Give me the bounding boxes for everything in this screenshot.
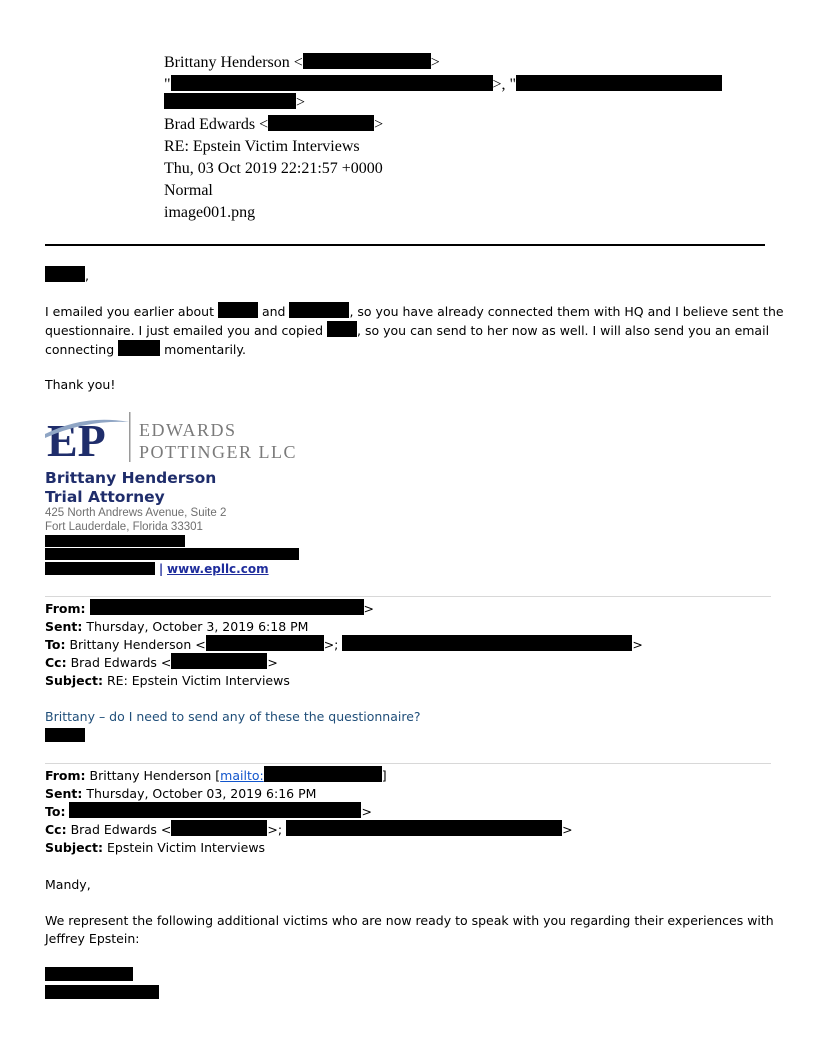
subject-label: Subject: xyxy=(45,840,103,855)
redaction xyxy=(45,967,133,981)
body-line-1 xyxy=(45,302,784,321)
message-divider xyxy=(45,596,771,597)
cc-name: Brad Edwards xyxy=(70,655,157,670)
redaction xyxy=(45,548,299,560)
body-text: and xyxy=(261,304,286,319)
msg3-body-line-1: We represent the following additional victims who are now ready to speak with you regarding their experiences with xyxy=(45,913,774,928)
to-label: To: xyxy=(45,637,66,652)
logo-line1: EDWARDS xyxy=(139,420,237,440)
to-label: To: xyxy=(45,804,66,819)
redaction xyxy=(289,302,349,318)
redaction xyxy=(327,321,357,337)
msg3-greeting: Mandy, xyxy=(45,877,91,892)
redaction xyxy=(45,562,155,575)
inline-images-value: image001.png xyxy=(164,204,256,221)
body-text: I emailed you earlier about xyxy=(45,304,214,319)
msg3-to: To: > xyxy=(45,804,372,819)
subject-value: RE: Epstein Victim Interviews xyxy=(164,138,360,155)
body-text: momentarily. xyxy=(164,342,246,357)
redaction xyxy=(45,266,85,282)
date-value: Thu, 03 Oct 2019 22:21:57 +0000 xyxy=(164,160,383,177)
msg2-sent xyxy=(45,617,308,636)
redaction xyxy=(45,985,159,999)
mailto-link[interactable]: mailto: xyxy=(220,768,264,783)
body-text: questionnaire. I just emailed you and copied xyxy=(45,323,324,338)
redaction xyxy=(286,820,562,836)
signature-name: Brittany Henderson xyxy=(45,469,217,487)
salutation: , xyxy=(45,266,89,285)
signature-address-2: Fort Lauderdale, Florida 33301 xyxy=(45,521,203,533)
from-label: From: xyxy=(45,601,86,616)
msg2-subject xyxy=(45,671,290,690)
redaction xyxy=(90,599,364,615)
redaction xyxy=(45,728,85,742)
body-text: , so you can send to her now as well. I will also send you an email xyxy=(357,323,770,338)
msg3-from: From: Brittany Henderson [mailto: ] xyxy=(45,768,387,783)
body-line-2 xyxy=(45,321,769,340)
sent-value: Thursday, October 3, 2019 6:18 PM xyxy=(86,619,309,634)
msg2-to: To: Brittany Henderson < >; > xyxy=(45,637,643,652)
msg2-cc: Cc: Brad Edwards < > xyxy=(45,655,278,670)
header-divider xyxy=(45,244,765,246)
redaction xyxy=(342,635,632,651)
body-text: , so you have already connected them with HQ and I believe sent the xyxy=(349,304,784,319)
redaction xyxy=(45,535,185,547)
redaction xyxy=(264,766,382,782)
logo-divider xyxy=(129,412,131,462)
msg2-from: From: > xyxy=(45,601,374,616)
subject-value: RE: Epstein Victim Interviews xyxy=(106,673,290,688)
redaction xyxy=(218,302,258,318)
subject-label: Subject: xyxy=(45,673,103,688)
msg3-cc: Cc: Brad Edwards < >; > xyxy=(45,822,573,837)
signature-title: Trial Attorney xyxy=(45,488,165,506)
signature-address-1: 425 North Andrews Avenue, Suite 2 xyxy=(45,507,227,519)
redaction xyxy=(171,820,267,836)
from-name: Brittany Henderson xyxy=(164,54,290,71)
body-line-3 xyxy=(45,340,246,359)
msg2-body: Brittany – do I need to send any of these the questionnaire? xyxy=(45,709,421,724)
website-link[interactable]: www.epllc.com xyxy=(167,562,269,576)
sent-value: Thursday, October 03, 2019 6:16 PM xyxy=(86,786,317,801)
msg3-subject xyxy=(45,838,265,857)
edwards-pottinger-logo xyxy=(45,410,305,466)
from-label: From: xyxy=(45,768,86,783)
logo-monogram: EP xyxy=(47,415,106,466)
redaction xyxy=(171,653,267,669)
redaction xyxy=(268,115,374,131)
cc-name: Brad Edwards xyxy=(70,822,157,837)
redaction xyxy=(516,75,722,91)
signature-web-line: | www.epllc.com xyxy=(45,560,269,579)
logo-line2: POTTINGER LLC xyxy=(139,442,297,462)
cc-label: Cc: xyxy=(45,822,67,837)
from-name: Brittany Henderson xyxy=(89,768,212,783)
thanks-line: Thank you! xyxy=(45,377,116,392)
msg3-sent xyxy=(45,784,316,803)
to-name: Brittany Henderson xyxy=(69,637,192,652)
cc-name: Brad Edwards xyxy=(164,116,256,133)
body-text: connecting xyxy=(45,342,115,357)
msg3-body-line-2: Jeffrey Epstein: xyxy=(45,931,140,946)
redaction xyxy=(118,340,160,356)
sent-label: Sent: xyxy=(45,619,83,634)
message-divider xyxy=(45,763,771,764)
cc-label: Cc: xyxy=(45,655,67,670)
redaction xyxy=(303,53,431,69)
importance-value: Normal xyxy=(164,182,213,199)
sent-label: Sent: xyxy=(45,786,83,801)
redaction xyxy=(69,802,361,818)
redaction xyxy=(171,75,493,91)
subject-value: Epstein Victim Interviews xyxy=(106,840,266,855)
redaction xyxy=(206,635,324,651)
redaction xyxy=(164,93,296,109)
